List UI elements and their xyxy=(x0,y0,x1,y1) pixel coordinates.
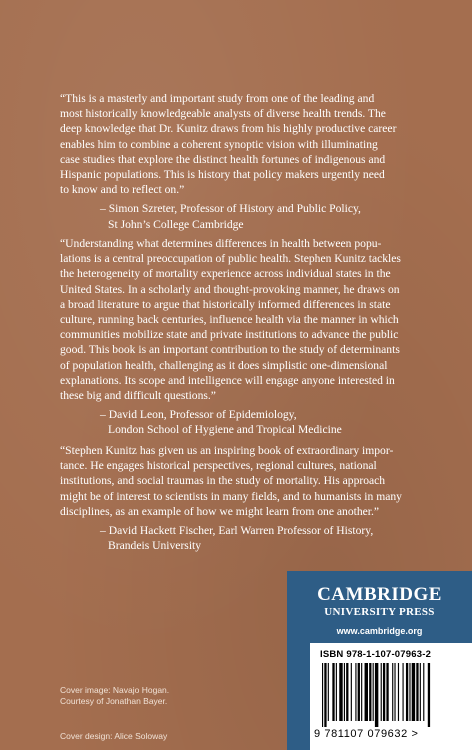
quote-line: “Understanding what determines differences in health between popu- xyxy=(60,237,382,250)
quote-line: Hispanic populations. This is history that policy makers urgently need xyxy=(60,168,385,182)
quote-line: deep knowledge that Dr. Kunitz draws from his highly productive career xyxy=(60,122,397,136)
quote-line: culture, running back centuries, influence health via the manner in which xyxy=(60,313,399,327)
quote-attribution xyxy=(100,523,444,553)
quote-line: enables him to combine a coherent synoptic vision with illuminating xyxy=(60,137,378,151)
quote-line: “This is a masterly and important study from one of the leading and xyxy=(60,92,375,105)
quote-attribution xyxy=(100,201,444,231)
publisher-press: UNIVERSITY PRESS xyxy=(324,606,435,618)
credit-line: Cover image: Navajo Hogan. xyxy=(60,685,170,695)
quote-line: the heterogeneity of mortality experience across individual states in the xyxy=(60,267,391,281)
attribution-line: – David Hackett Fischer, Earl Warren Professor of History, xyxy=(100,524,374,538)
attribution-line: – David Leon, Professor of Epidemiology, xyxy=(100,408,297,422)
barcode-digits: 9 781107 079632 > xyxy=(314,728,419,740)
attribution-line: – Simon Szreter, Professor of History and Public Policy, xyxy=(100,202,361,216)
attribution-line: London School of Hygiene and Tropical Medicine xyxy=(108,423,342,437)
quote-line: case studies that explore the distinct health fortunes of indigenous and xyxy=(60,152,386,166)
quote-line: disciplines, as an example of how we might learn from one another.” xyxy=(60,504,380,518)
credit-line: Courtesy of Jonathan Bayer. xyxy=(60,696,168,706)
quote-line: lations is a central preoccupation of public health. Stephen Kunitz tackles xyxy=(60,252,401,266)
review-quote-2 xyxy=(60,236,444,438)
quote-attribution xyxy=(100,407,444,437)
cover-design-credit: Cover design: Alice Soloway xyxy=(60,731,168,741)
quote-text xyxy=(60,443,444,519)
quote-line: “Stephen Kunitz has given us an inspiring book of extraordinary impor- xyxy=(60,444,394,457)
quote-line: to know and to reflect on.” xyxy=(60,183,185,197)
quote-line: might be of interest to scientists in many fields, and to humanists in many xyxy=(60,489,402,503)
barcode-icon xyxy=(322,663,462,727)
publisher-box xyxy=(287,571,472,750)
quote-text xyxy=(60,91,444,197)
publisher-name: CAMBRIDGE xyxy=(317,584,442,605)
quote-text xyxy=(60,236,444,403)
review-quote-1 xyxy=(60,91,444,232)
review-quote-3 xyxy=(60,443,444,553)
quote-line: tance. He engages historical perspectives, regional cultures, national xyxy=(60,459,377,473)
quote-line: communities mobilize state and private institutions to advance the public xyxy=(60,328,399,342)
quote-line: a broad literature to argue that historically informed differences in state xyxy=(60,297,391,311)
quote-line: explanations. Its scope and intelligence will engage anyone interested in xyxy=(60,373,395,387)
isbn-label: ISBN 978-1-107-07963-2 xyxy=(320,649,432,660)
cover-image-credit xyxy=(60,685,169,707)
barcode-panel xyxy=(310,643,472,750)
quote-line: of population health, challenging as it does simplistic one-dimensional xyxy=(60,358,388,372)
quote-line: these big and difficult questions.” xyxy=(60,389,216,403)
quote-line: United States. In a scholarly and thought-provoking manner, he draws on xyxy=(60,282,400,296)
publisher-url: www.cambridge.org xyxy=(336,626,423,636)
quote-line: good. This book is an important contribution to the study of determinants xyxy=(60,343,400,357)
quote-line: institutions, and social traumas in the study of mortality. His approach xyxy=(60,474,386,488)
quote-line: most historically knowledgeable analysts of diverse health trends. The xyxy=(60,107,386,121)
attribution-line: Brandeis University xyxy=(108,539,202,553)
attribution-line: St John’s College Cambridge xyxy=(108,217,244,231)
